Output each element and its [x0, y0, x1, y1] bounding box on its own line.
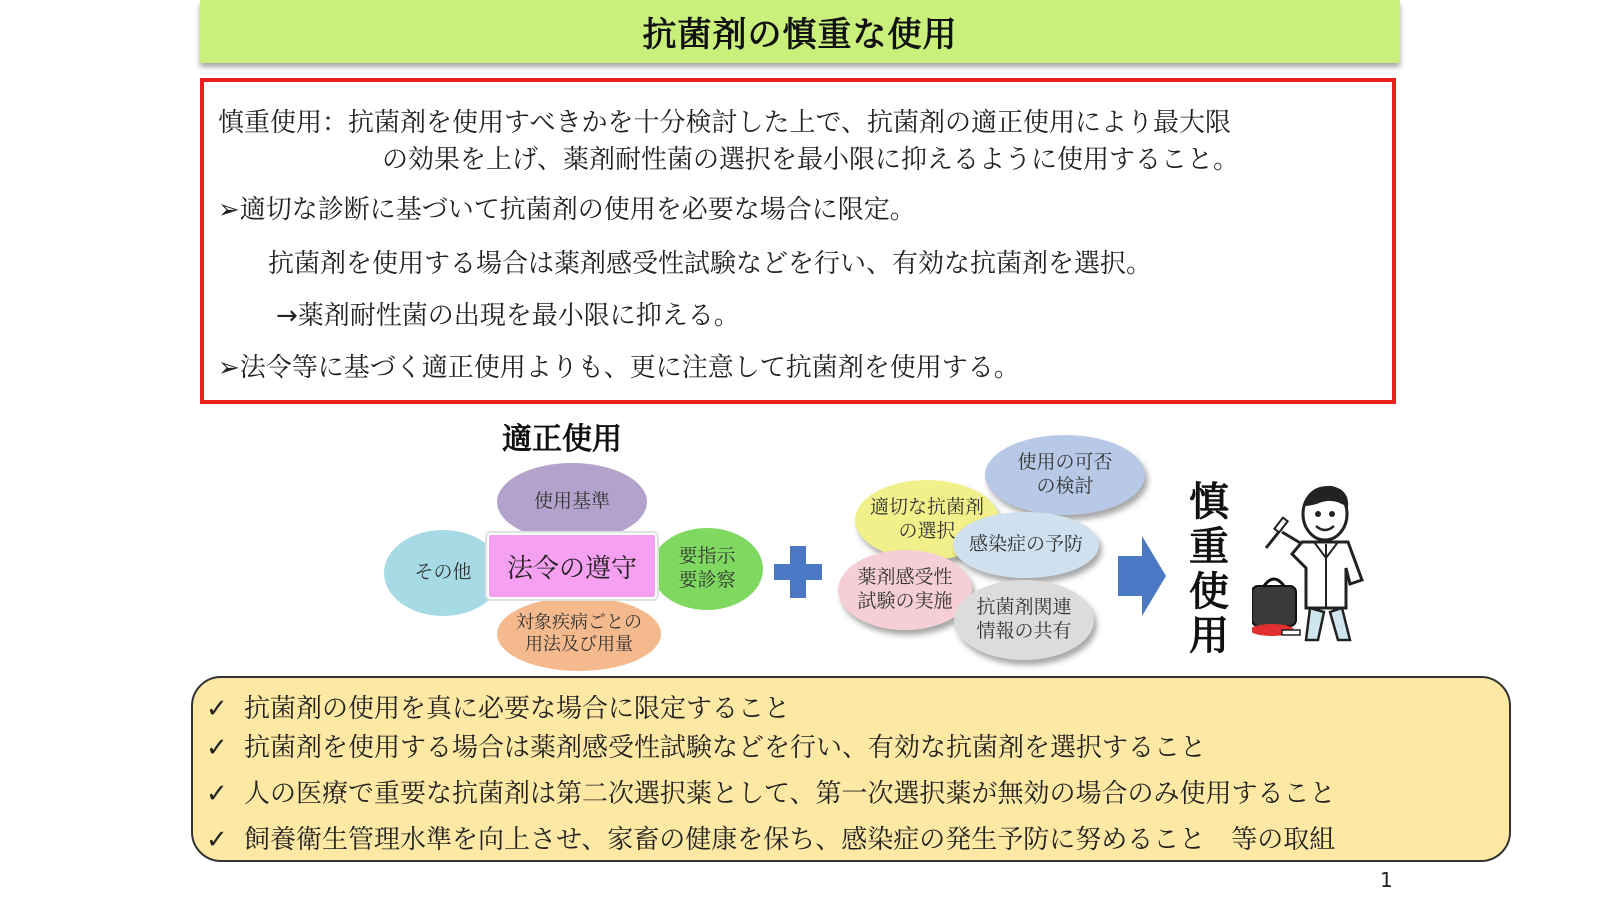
checklist-item: [206, 688, 790, 725]
checklist-item: [206, 819, 1335, 856]
check-icon: ✓: [206, 825, 228, 855]
checklist-item-text: 抗菌剤を使用する場合は薬剤感受性試験などを行い、有効な抗菌剤を選択すること: [244, 733, 1207, 763]
blob-sonota-label: その他: [414, 561, 472, 584]
tekisei-heading: 適正使用: [502, 422, 622, 457]
checklist-item-text: 抗菌剤の使用を真に必要な場合に限定すること: [244, 694, 791, 724]
blob-kyoyu-label: 抗菌剤関連 情報の共有: [976, 596, 1072, 642]
checklist-item-text: 人の医療で重要な抗菌剤は第二次選択薬として、第一次選択薬が無効の場合のみ使用すること: [244, 779, 1336, 809]
page-title: 抗菌剤の慎重な使用: [642, 15, 958, 55]
checklist-item: [206, 773, 1335, 810]
blob-youhou: [497, 597, 661, 671]
definition-bullet-2: ➢法令等に基づく適正使用よりも、更に注意して抗菌剤を使用する。: [218, 353, 1020, 383]
blob-yobou-label: 感染症の予防: [968, 533, 1083, 556]
blob-shiyou-kijun-label: 使用基準: [533, 490, 610, 513]
definition-sub-2: →薬剤耐性菌の出現を最小限に抑える。: [276, 301, 740, 331]
blob-tekisetsu-label: 適切な抗菌剤 の選択: [869, 496, 984, 542]
blob-yobou: [953, 512, 1099, 578]
right-arrow-icon: [1118, 536, 1166, 616]
hourei-center-box: 法令の遵守: [487, 533, 657, 599]
check-icon: ✓: [206, 779, 228, 809]
definition-sub-1: 抗菌剤を使用する場合は薬剤感受性試験などを行い、有効な抗菌剤を選択。: [268, 249, 1153, 279]
blob-kahi-label: 使用の可否 の検討: [1017, 451, 1113, 497]
definition-line-2: の効果を上げ、薬剤耐性菌の選択を最小限に抑えるように使用すること。: [382, 145, 1239, 175]
blob-sonota: [384, 530, 502, 616]
blob-shiyou-kijun: [497, 463, 647, 541]
shincho-vertical-label: 慎 重 使 用: [1189, 479, 1229, 660]
check-icon: ✓: [206, 694, 228, 724]
page-number: 1: [1380, 868, 1393, 892]
plus-icon: [774, 546, 822, 598]
blob-kahi: [985, 435, 1145, 515]
definition-line-1: 慎重使用：抗菌剤を使用すべきかを十分検討した上で、抗菌剤の適正使用により最大限: [218, 108, 1231, 138]
title-banner: [200, 0, 1400, 63]
blob-kanjusei-label: 薬剤感受性 試験の実施: [857, 566, 953, 612]
definition-bullet-1: ➢適切な診断に基づいて抗菌剤の使用を必要な場合に限定。: [218, 195, 916, 225]
blob-kanjusei: [838, 550, 972, 630]
blob-kyoyu: [954, 580, 1094, 660]
blob-youshiji-label: 要指示 要診察: [678, 545, 736, 591]
checklist-item: [206, 727, 1206, 764]
blob-youhou-label: 対象疾病ごとの 用法及び用量: [516, 611, 642, 655]
blob-youshiji: [651, 528, 763, 610]
veterinarian-illustration: [1252, 480, 1402, 650]
checklist-item-text: 飼養衛生管理水準を向上させ、家畜の健康を保ち、感染症の発生予防に努めること 等の取組: [244, 825, 1336, 855]
check-icon: ✓: [206, 733, 228, 763]
